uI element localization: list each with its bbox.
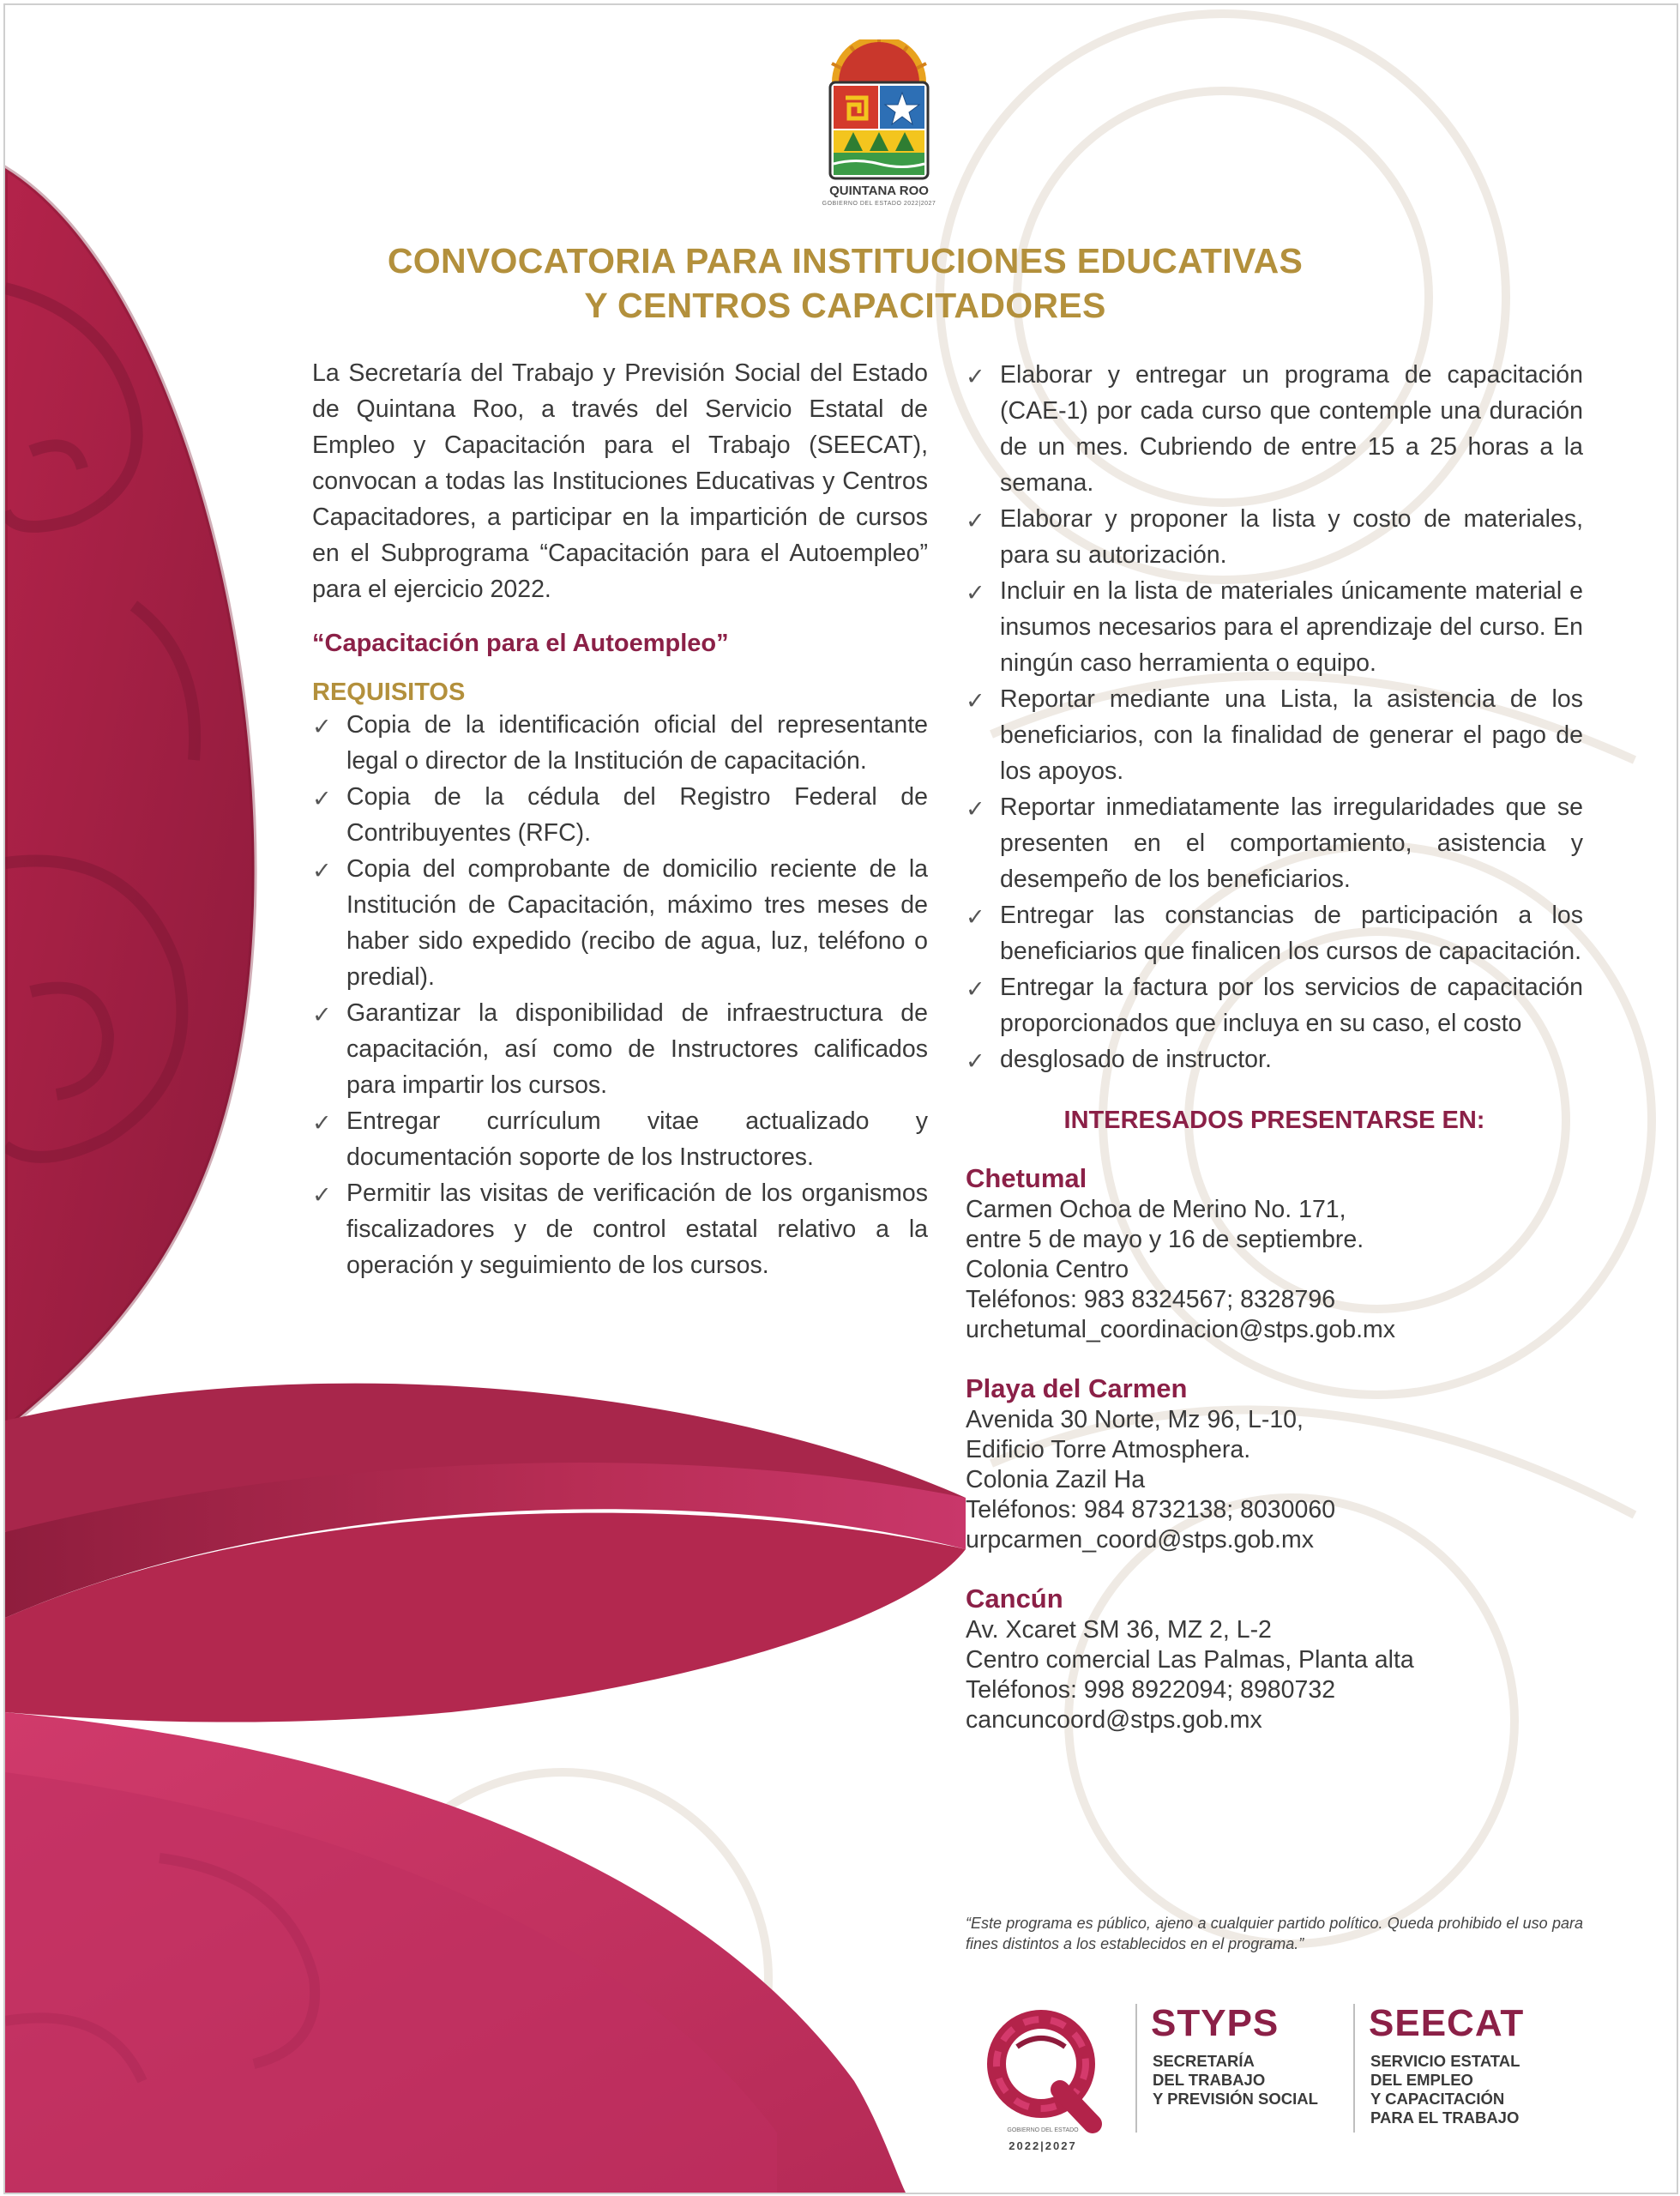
check-icon: ✓: [966, 976, 985, 1002]
office-address: Edificio Torre Atmosphera.: [966, 1436, 1251, 1463]
office-address: Av. Xcaret SM 36, MZ 2, L-2: [966, 1616, 1272, 1644]
check-icon: ✓: [966, 688, 985, 714]
office-city: Cancún: [966, 1584, 1063, 1614]
obligation-item: ✓ Incluir en la lista de materiales únicamente material e insumos necesarios para el aprendizaje del curso. En ningún caso herramienta o equipo.: [966, 573, 1583, 681]
check-icon: ✓: [966, 1048, 985, 1074]
obligation-item: ✓ Reportar inmediatamente las irregularidades que se presenten en el comportamiento, asistencia y desempeño de los beneficiarios.: [966, 789, 1583, 897]
requirement-item: ✓ Garantizar la disponibilidad de infraestructura de capacitación, así como de Instructores calificados para impartir los cursos.: [312, 995, 928, 1103]
office-phones: Teléfonos: 998 8922094; 8980732: [966, 1676, 1336, 1704]
requirement-item: ✓ Copia del comprobante de domicilio reciente de la Institución de Capacitación, máximo tres meses de haber sido expedido (recibo de agua, luz, teléfono o predial).: [312, 851, 928, 995]
disclaimer-text: “Este programa es público, ajeno a cualquier partido político. Queda prohibido el uso para fines distintos a los establecidos en el programa.”: [966, 1915, 1583, 1952]
interested-heading: INTERESADOS PRESENTARSE EN:: [1063, 1107, 1485, 1134]
office-city: Playa del Carmen: [966, 1373, 1188, 1403]
obligation-item: ✓ Elaborar y entregar un programa de capacitación (CAE-1) por cada curso que contemple una duración de un mes. Cubriendo de entre 15 a 25 horas a la semana.: [966, 357, 1583, 501]
office-playa-del-carmen: [966, 1372, 1583, 1555]
seecat-name: SEECAT: [1369, 2002, 1525, 2044]
obligations-list: [966, 357, 1583, 1077]
check-icon: ✓: [312, 714, 332, 739]
leaf-shape: [5, 168, 255, 1429]
check-icon: ✓: [312, 786, 332, 811]
requirement-item: ✓ Permitir las visitas de verificación de los organismos fiscalizadores y de control estatal relativo a la operación y seguimiento de los cursos.: [312, 1175, 928, 1283]
divider: [1135, 2004, 1137, 2133]
requirement-item: ✓ Copia de la identificación oficial del representante legal o director de la Institución de capacitación.: [312, 707, 928, 779]
requirements-list: [312, 707, 928, 1283]
check-icon: ✓: [966, 364, 985, 389]
quintana-roo-logo: [815, 39, 943, 220]
obligation-item: ✓ Entregar la factura por los servicios de capacitación proporcionados que incluya en su caso, el costo: [966, 969, 1583, 1041]
office-address: Avenida 30 Norte, Mz 96, L-10,: [966, 1406, 1304, 1433]
intro-paragraph: La Secretaría del Trabajo y Previsión Social del Estado de Quintana Roo, a través del Servicio Estatal de Empleo y Capacitación para el Trabajo (SEECAT), convocan a todas las Instituciones Educativas y Centros Capacitadores, a participar en la impartición de cursos en el Subprograma “Capacitación para el Autoempleo” para el ejercicio 2022.: [312, 359, 928, 603]
logo-state-name: QUINTANA ROO: [829, 184, 929, 198]
styps-description: SECRETARÍA DEL TRABAJO Y PREVISIÓN SOCIAL: [1153, 2052, 1318, 2108]
check-icon: ✓: [312, 1002, 332, 1028]
page-title: [262, 238, 1428, 328]
poster: [3, 3, 1678, 2194]
divider: [1353, 2004, 1355, 2133]
subprogram-title: “Capacitación para el Autoempleo”: [312, 630, 729, 657]
requirements-heading: REQUISITOS: [312, 679, 466, 706]
office-address: entre 5 de mayo y 16 de septiembre.: [966, 1226, 1364, 1253]
check-icon: ✓: [966, 796, 985, 822]
office-email[interactable]: urchetumal_coordinacion@stps.gob.mx: [966, 1316, 1396, 1343]
right-column: [966, 357, 1583, 1735]
check-icon: ✓: [312, 858, 332, 884]
office-phones: Teléfonos: 983 8324567; 8328796: [966, 1286, 1336, 1313]
check-icon: ✓: [966, 580, 985, 606]
office-email[interactable]: cancuncoord@stps.gob.mx: [966, 1706, 1262, 1734]
office-chetumal: [966, 1162, 1583, 1345]
office-address: Centro comercial Las Palmas, Planta alta: [966, 1646, 1414, 1674]
logo-subtitle: GOBIERNO DEL ESTADO 2022|2027: [822, 201, 936, 207]
left-column: [312, 355, 928, 1283]
obligation-item: ✓ Elaborar y proponer la lista y costo de materiales, para su autorización.: [966, 501, 1583, 573]
title-line-2: Y CENTROS CAPACITADORES: [584, 286, 1106, 325]
office-neighborhood: Colonia Centro: [966, 1256, 1129, 1283]
check-icon: ✓: [312, 1182, 332, 1208]
office-email[interactable]: urpcarmen_coord@stps.gob.mx: [966, 1526, 1314, 1553]
office-phones: Teléfonos: 984 8732138; 8030060: [966, 1496, 1336, 1523]
check-icon: ✓: [966, 904, 985, 930]
requirement-item: ✓ Entregar currículum vitae actualizado y documentación soporte de los Instructores.: [312, 1103, 928, 1175]
office-cancun: [966, 1583, 1583, 1735]
coat-of-arms-icon: [815, 39, 943, 185]
obligation-item: ✓ desglosado de instructor.: [966, 1041, 1583, 1077]
office-neighborhood: Colonia Zazil Ha: [966, 1466, 1146, 1493]
gobierno-years: 2022|2027: [1009, 2139, 1077, 2152]
check-icon: ✓: [312, 1110, 332, 1136]
office-city: Chetumal: [966, 1163, 1087, 1193]
obligation-item: ✓ Reportar mediante una Lista, la asistencia de los beneficiarios, con la finalidad de generar el pago de los apoyos.: [966, 681, 1583, 789]
title-line-1: CONVOCATORIA PARA INSTITUCIONES EDUCATIVAS: [387, 241, 1304, 281]
seecat-description: SERVICIO ESTATAL DEL EMPLEO Y CAPACITACIÓN PARA EL TRABAJO: [1370, 2052, 1520, 2127]
gobierno-q-logo-icon: [983, 1995, 1103, 2141]
obligation-item: ✓ Entregar las constancias de participación a los beneficiarios que finalicen los cursos de capacitación.: [966, 897, 1583, 969]
gobierno-subtitle: GOBIERNO DEL ESTADO: [1007, 2127, 1079, 2133]
office-address: Carmen Ochoa de Merino No. 171,: [966, 1196, 1346, 1223]
requirement-item: ✓ Copia de la cédula del Registro Federal de Contribuyentes (RFC).: [312, 779, 928, 851]
check-icon: ✓: [966, 508, 985, 534]
styps-name: STYPS: [1151, 2002, 1280, 2044]
